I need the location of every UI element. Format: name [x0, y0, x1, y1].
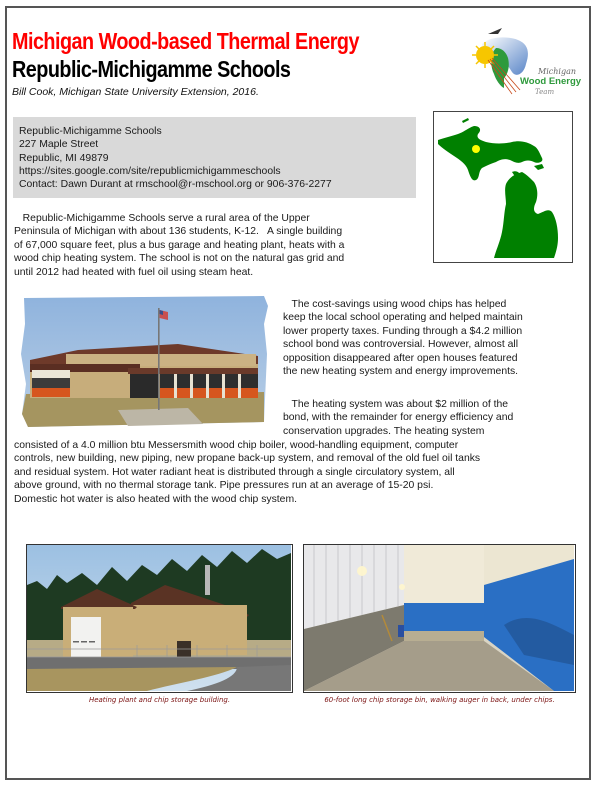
- website-link[interactable]: https://sites.google.com/site/republicmichigammeschools: [19, 165, 281, 177]
- text-line: the new heating system and energy improvements.: [283, 366, 519, 378]
- heating-system-paragraph-start: [283, 398, 583, 438]
- city-state-zip: Republic, MI 49879: [19, 152, 109, 164]
- heating-plant-photo: [26, 544, 293, 693]
- logo-text-wood-energy: Wood Energy: [520, 76, 582, 87]
- text-line: above ground, with no thermal storage tank. Pipe pressures run at an average of 15-20 psi.: [14, 480, 434, 492]
- chip-storage-bin-photo: [303, 544, 576, 693]
- text-line: opposition disappeared after open houses featured: [283, 352, 518, 364]
- text-line: lower property taxes. Funding through a $4.2 million: [283, 325, 523, 337]
- michigan-wood-energy-team-logo: [468, 22, 586, 104]
- intro-paragraph: [14, 212, 424, 279]
- text-line: wood chip heating system. The school is not on the natural gas grid and: [14, 253, 345, 265]
- michigan-location-map: [433, 111, 573, 263]
- text-line: Peninsula of Michigan with about 136 students, K-12. A single building: [14, 226, 343, 238]
- michigan-map-icon: [434, 112, 571, 261]
- text-line: Republic-Michigamme Schools serve a rural area of the Upper: [14, 213, 310, 224]
- school-building-photo: [18, 294, 270, 430]
- heating-plant-image: [27, 545, 291, 691]
- school-name: Republic-Michigamme Schools: [19, 126, 162, 137]
- logo-graphic-icon: [468, 22, 586, 104]
- contact-line: Contact: Dawn Durant at rmschool@r-mschool.org or 906-376-2277: [19, 179, 332, 191]
- cost-savings-paragraph: [283, 298, 583, 378]
- text-line: school bond was controversial. However, almost all: [283, 339, 519, 351]
- text-line: consisted of a 4.0 million btu Messersmith wood chip boiler, wood-handling equipment, computer: [14, 440, 459, 451]
- text-line: The heating system was about $2 million of the: [283, 399, 509, 410]
- document-subtitle: Republic-Michigamme Schools: [12, 56, 291, 82]
- text-line: of 67,000 square feet, plus a bus garage and heating plant, heats with a: [14, 239, 345, 251]
- text-line: bond, with the remainder for energy efficiency and: [283, 412, 514, 424]
- caption-chip-bin: 60-foot long chip storage bin, walking auger in back, under chips.: [324, 696, 555, 704]
- byline: Bill Cook, Michigan State University Extension, 2016.: [12, 86, 259, 98]
- school-photo-image: [18, 294, 270, 430]
- contact-info-box: [13, 117, 416, 198]
- text-line: The cost-savings using wood chips has helped: [283, 299, 507, 310]
- caption-heating-plant: Heating plant and chip storage building.: [88, 696, 231, 704]
- text-line: Domestic hot water is also heated with the wood chip system.: [14, 493, 297, 505]
- logo-text-michigan: Michigan: [538, 67, 576, 76]
- street-address: 227 Maple Street: [19, 139, 99, 151]
- logo-text-team: Team: [535, 88, 555, 96]
- heating-system-paragraph-continued: [14, 439, 589, 506]
- text-line: until 2012 had heated with fuel oil using steam heat.: [14, 266, 254, 278]
- chip-bin-image: [304, 545, 574, 691]
- text-line: conservation upgrades. The heating system: [283, 425, 485, 437]
- text-line: keep the local school operating and helped maintain: [283, 312, 523, 324]
- text-line: and residual system. Hot water radiant heat is distributed through a single circulatory system, all: [14, 466, 455, 478]
- text-line: controls, new building, new piping, new propane back-up system, and removal of the old fuel oil tanks: [14, 453, 481, 465]
- document-title: Michigan Wood-based Thermal Energy: [12, 28, 359, 54]
